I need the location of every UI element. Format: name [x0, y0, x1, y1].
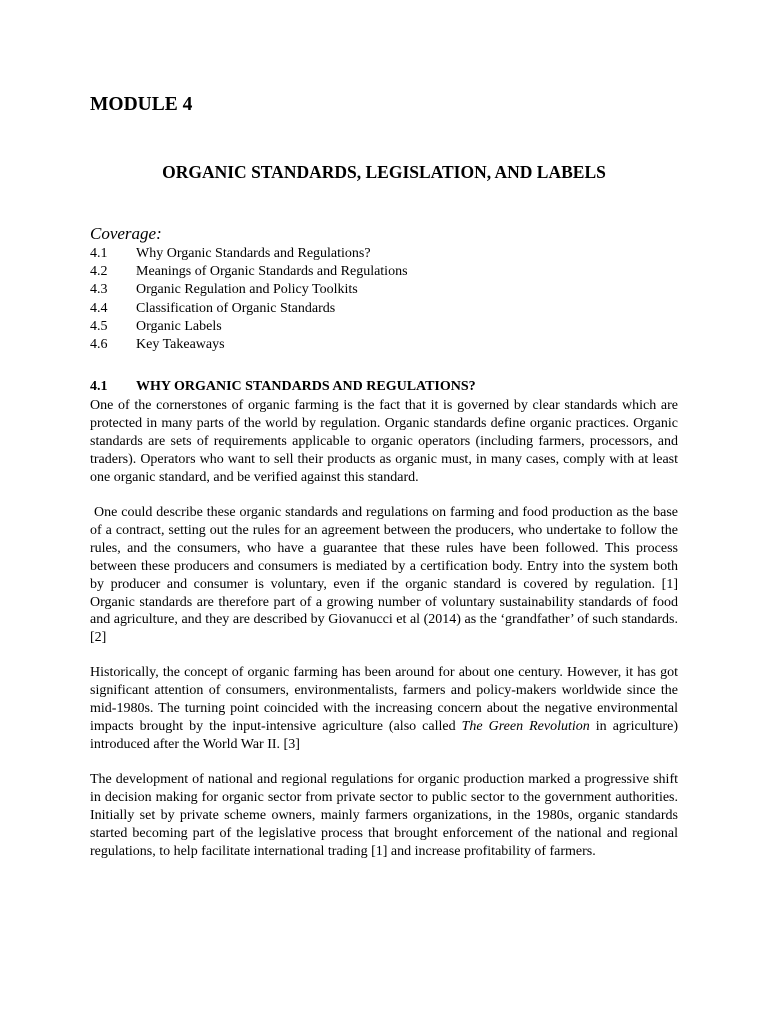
coverage-list [90, 245, 408, 354]
coverage-item-number: 4.2 [90, 264, 108, 280]
coverage-item-text: Key Takeaways [136, 337, 225, 353]
coverage-item-number: 4.3 [90, 282, 108, 298]
section-number: 4.1 [90, 379, 108, 394]
coverage-item-text: Meanings of Organic Standards and Regulations [136, 264, 408, 280]
body-paragraph: One could describe these organic standards and regulations on farming and food production as the base of a contract, setting out the rules for an agreement between the producers, who undertake to follow the rules, and the consumers, who have a guarantee that these rules have been followed. This process between these producers and consumers is mediated by a certification body. Entry into the system both by producer and consumer is voluntary, even if the organic standard is covered by regulation. [1] Organic standards are therefore part of a growing number of voluntary sustainability standards of food and agriculture, and they are described by Giovanucci et al (2014) as the ‘grandfather’ of such standards. [2] [90, 505, 678, 646]
italic-term: The Green Revolution [461, 718, 590, 734]
coverage-item-text: Organic Labels [136, 318, 222, 334]
body-paragraph: One of the cornerstones of organic farming is the fact that it is governed by clear standards which are protected in many parts of the world by regulation. Organic standards define organic practices. Organic standards are sets of requirements applicable to organic operators (including farmers, processors, and traders). Operators who want to sell their products as organic must, in many cases, comply with at least one organic standard, and be verified against this standard. [90, 398, 678, 485]
coverage-item [90, 300, 408, 318]
coverage-item [90, 263, 408, 281]
coverage-item-number: 4.5 [90, 318, 108, 334]
paragraph-text: in agriculture) introduced after the World War II. [3] [90, 718, 678, 752]
body-paragraph [90, 664, 678, 754]
section-heading [90, 379, 476, 395]
paragraph-text: Historically, the concept of organic farming has been around for about one century. However, it has got significant attention of consumers, environmentalists, farmers and policy-makers worldwide since the mid-1980s. The turning point coincided with the increasing concern about the negative environmental impacts brought by the input-intensive agriculture (also called [90, 665, 678, 734]
coverage-item-text: Organic Regulation and Policy Toolkits [136, 282, 358, 298]
document-title: ORGANIC STANDARDS, LEGISLATION, AND LABELS [162, 162, 606, 182]
coverage-item-text: Why Organic Standards and Regulations? [136, 246, 371, 261]
coverage-label: Coverage: [90, 224, 162, 243]
section-title: WHY ORGANIC STANDARDS AND REGULATIONS? [136, 379, 476, 394]
coverage-item [90, 245, 408, 263]
coverage-item [90, 281, 408, 299]
body-paragraph: The development of national and regional regulations for organic production marked a progressive shift in decision making for organic sector from private sector to public sector to the government authorities. Initially set by private scheme owners, mainly farmers organizations, in the 1980s, organic standards started becoming part of the legislative process that brought enforcement of the national and regional regulations, to help facilitate international trading [1] and increase profitability of farmers. [90, 772, 678, 859]
coverage-item [90, 318, 408, 336]
coverage-item-number: 4.4 [90, 300, 108, 316]
coverage-item [90, 336, 408, 354]
module-title: MODULE 4 [90, 94, 193, 115]
coverage-item-text: Classification of Organic Standards [136, 300, 336, 316]
coverage-item-number: 4.1 [90, 246, 108, 261]
coverage-item-number: 4.6 [90, 337, 108, 353]
